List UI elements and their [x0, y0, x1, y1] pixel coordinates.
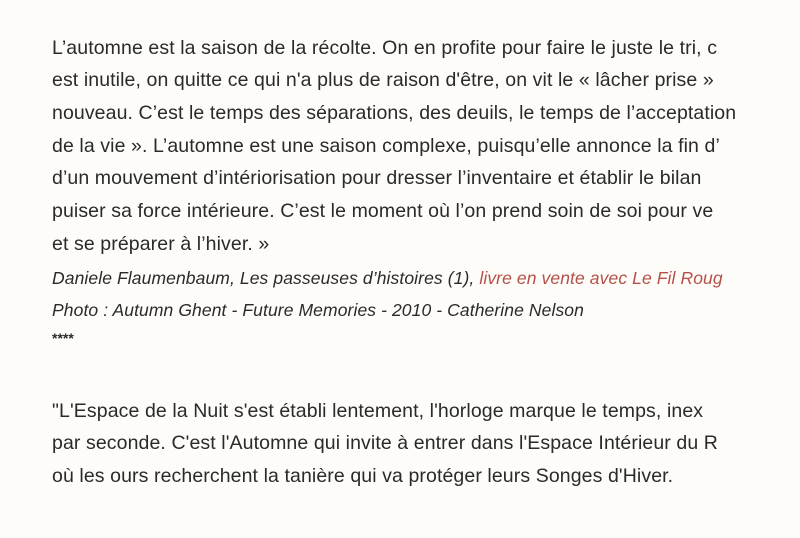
- second-line-2: par seconde. C'est l'Automne qui invite à entrer dans l'Espace Intérieur du R: [52, 432, 718, 454]
- credit-author-text: Daniele Flaumenbaum, Les passeuses d’histoires (1),: [52, 268, 480, 288]
- right-edge-fade: [790, 0, 800, 538]
- book-sale-link[interactable]: livre en vente avec Le Fil Roug: [479, 268, 723, 288]
- second-line-1: "L'Espace de la Nuit s'est établi lentement, l'horloge marque le temps, inex: [52, 400, 704, 422]
- quote-line-3: nouveau. C’est le temps des séparations, des deuils, le temps de l’acceptation: [52, 102, 737, 124]
- quote-line-4: de la vie ». L’automne est une saison complexe, puisqu’elle annonce la fin d’: [52, 135, 720, 157]
- quote-line-2: est inutile, on quitte ce qui n'a plus de raison d'être, on vit le « lâcher prise »: [52, 69, 714, 91]
- quote-line-6: puiser sa force intérieure. C’est le moment où l’on prend soin de soi pour ve: [52, 200, 714, 222]
- quote-line-5: d’un mouvement d’intériorisation pour dresser l’inventaire et établir le bilan: [52, 167, 702, 189]
- photo-credit: Photo : Autumn Ghent - Future Memories - 2010 - Catherine Nelson: [52, 300, 584, 320]
- quote-line-1: L’automne est la saison de la récolte. On en profite pour faire le juste le tri, c: [52, 37, 718, 59]
- second-line-3: où les ours recherchent la tanière qui va protéger leurs Songes d'Hiver.: [52, 465, 674, 487]
- quote-line-7: et se préparer à l’hiver. »: [52, 233, 270, 255]
- credit-author: [52, 266, 723, 290]
- separator-stars: ****: [52, 330, 74, 346]
